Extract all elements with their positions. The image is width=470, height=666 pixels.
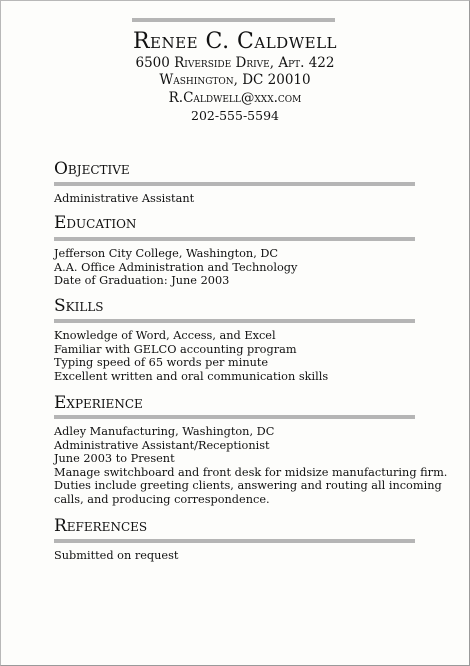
skills-line: Excellent written and oral communication skills — [54, 369, 329, 383]
education-line: Jefferson City College, Washington, DC — [54, 247, 279, 260]
experience-line: calls, and producing correspondence. — [54, 492, 270, 506]
experience-line: Administrative Assistant/Receptionist — [54, 438, 270, 452]
applicant-name: Renee C. Caldwell — [132, 29, 337, 54]
objective-heading: Objective — [54, 159, 130, 179]
header-rule — [132, 18, 335, 22]
skills-line: Knowledge of Word, Access, and Excel — [54, 329, 276, 342]
objective-body — [54, 192, 424, 206]
education-line: A.A. Office Administration and Technology — [54, 260, 298, 274]
skills-body — [54, 329, 424, 383]
objective-rule — [54, 182, 415, 186]
experience-line: June 2003 to Present — [54, 452, 175, 466]
experience-line: Manage switchboard and front desk for midsize manufacturing firm. — [54, 465, 448, 479]
references-body — [54, 549, 424, 563]
skills-heading: Skills — [54, 296, 104, 316]
skills-rule — [54, 319, 415, 323]
email-address: R.Caldwell@xxx.com — [168, 90, 302, 106]
objective-line: Administrative Assistant — [54, 192, 195, 205]
skills-line: Typing speed of 65 words per minute — [54, 356, 269, 370]
references-line: Submitted on request — [54, 549, 179, 562]
experience-body — [54, 425, 448, 507]
education-line: Date of Graduation: June 2003 — [54, 274, 230, 288]
experience-heading: Experience — [54, 393, 143, 413]
references-rule — [54, 539, 415, 543]
experience-line: Adley Manufacturing, Washington, DC — [54, 425, 275, 438]
address-line-2: Washington, DC 20010 — [159, 72, 311, 88]
education-rule — [54, 237, 415, 241]
experience-line: Duties include greeting clients, answering and routing all incoming — [54, 479, 442, 493]
education-heading: Education — [54, 213, 137, 233]
references-heading: References — [54, 516, 148, 536]
address-line-1: 6500 Riverside Drive, Apt. 422 — [135, 55, 335, 71]
education-body — [54, 247, 424, 288]
skills-line: Familiar with GELCO accounting program — [54, 342, 297, 356]
phone-number: 202-555-5594 — [191, 108, 279, 123]
experience-rule — [54, 415, 415, 419]
